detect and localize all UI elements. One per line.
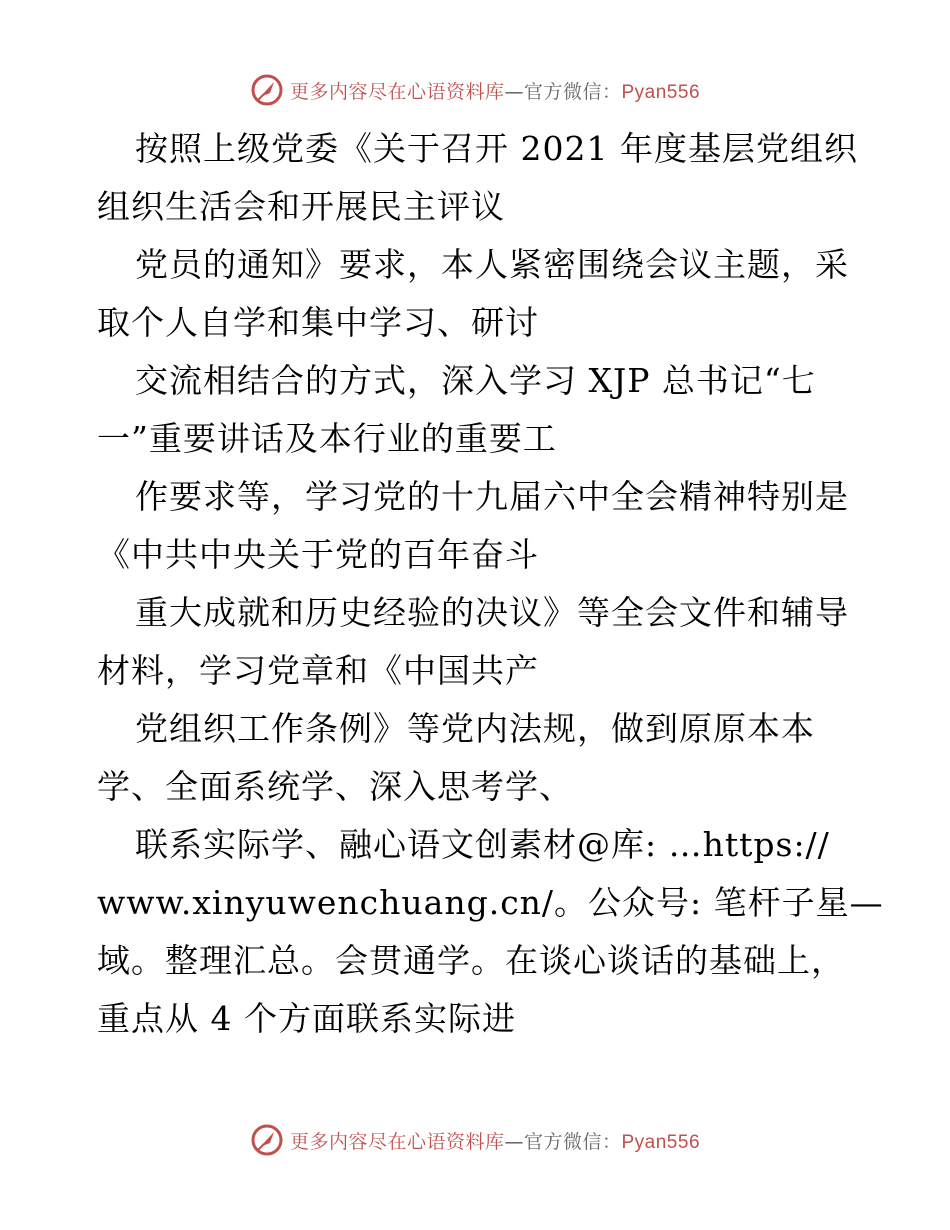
text-line: 联系实际学、融心语文创素材@库: …https:// — [135, 825, 830, 864]
text-line: 材料，学习党章和《中国共产 — [97, 651, 539, 690]
text-line: 组织生活会和开展民主评议 — [97, 187, 505, 226]
watermark-dash: — — [504, 80, 524, 103]
document-body — [97, 120, 884, 1048]
watermark-brand: 更多内容尽在心语资料库 — [289, 1130, 505, 1153]
quill-logo-icon — [250, 1123, 284, 1157]
text-line: 党员的通知》要求，本人紧密围绕会议主题，采 — [135, 245, 849, 284]
text-line: 学、全面系统学、深入思考学、 — [97, 767, 573, 806]
watermark-text — [290, 77, 700, 104]
header-watermark — [0, 70, 950, 110]
watermark-brand: 更多内容尽在心语资料库 — [289, 80, 505, 103]
text-line: 域。整理汇总。会贯通学。在谈心谈话的基础上， — [97, 941, 845, 980]
text-line: 取个人自学和集中学习、研讨 — [97, 303, 539, 342]
text-line: 按照上级党委《关于召开 2021 年度基层党组织 — [135, 129, 858, 168]
text-line: www.xinyuwenchuang.cn/。公众号: 笔杆子星— — [97, 883, 884, 922]
text-line: 交流相结合的方式，深入学习 XJP 总书记“七 — [135, 361, 816, 400]
watermark-official: 官方微信： — [523, 1130, 622, 1153]
footer-watermark — [0, 1120, 950, 1160]
watermark-official: 官方微信： — [523, 80, 622, 103]
quill-logo-icon — [250, 73, 284, 107]
watermark-id: Pyan556 — [621, 81, 701, 103]
text-line: 重点从 4 个方面联系实际进 — [97, 999, 516, 1038]
text-line: 重大成就和历史经验的决议》等全会文件和辅导 — [135, 593, 849, 632]
watermark-text — [290, 1127, 700, 1154]
text-line: 《中共中央关于党的百年奋斗 — [97, 535, 539, 574]
text-line: 作要求等，学习党的十九届六中全会精神特别是 — [135, 477, 849, 516]
text-line: 党组织工作条例》等党内法规，做到原原本本 — [135, 709, 815, 748]
text-line: 一”重要讲话及本行业的重要工 — [97, 419, 557, 458]
watermark-dash: — — [504, 1130, 524, 1153]
watermark-id: Pyan556 — [621, 1131, 701, 1153]
